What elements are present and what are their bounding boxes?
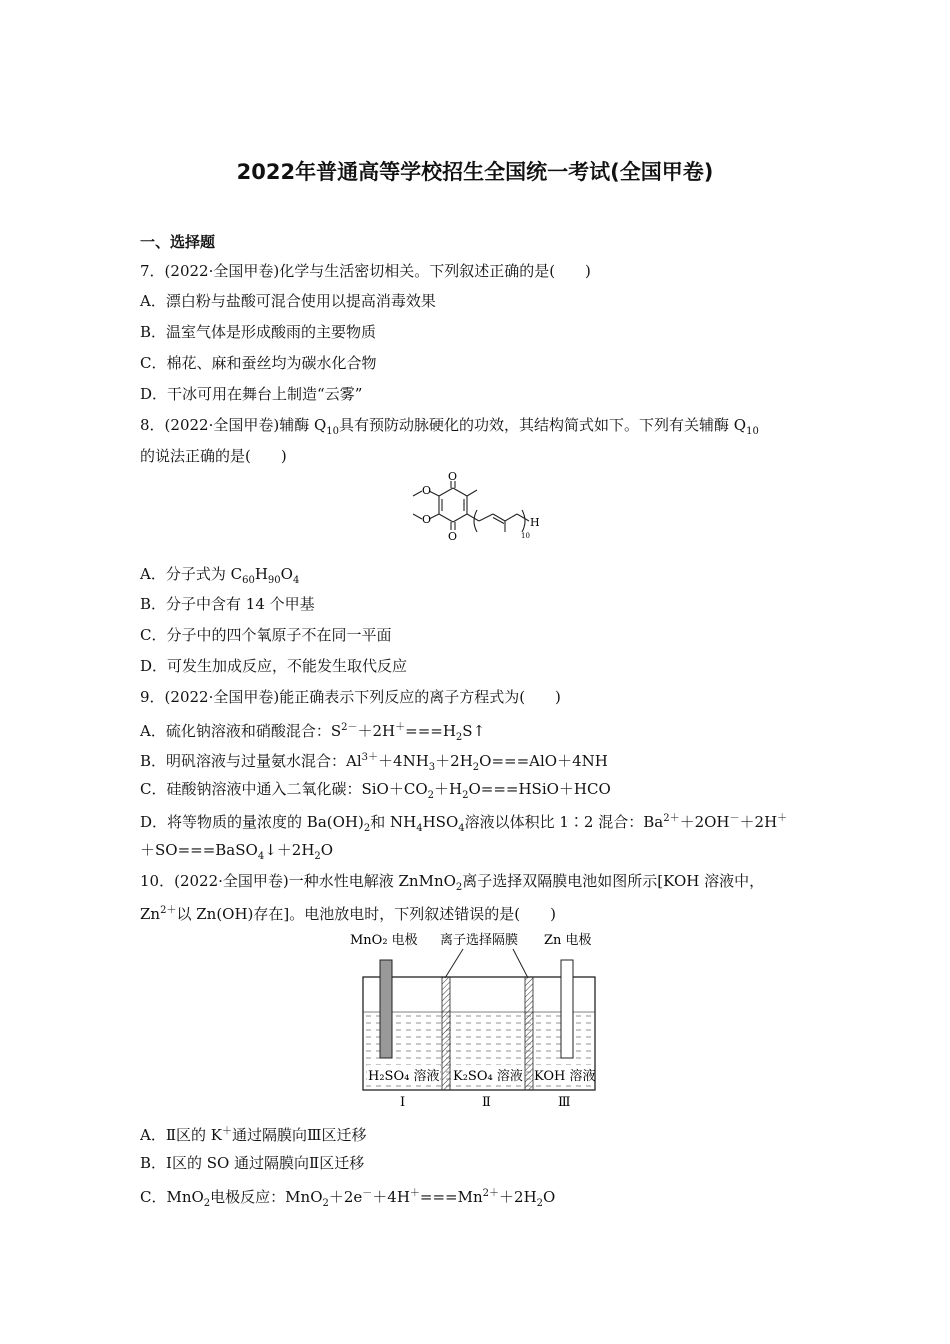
terminal-hydrogen: H xyxy=(530,516,540,529)
label-ion-membrane: 离子选择隔膜 xyxy=(440,933,519,948)
q9-stem: 9．(2022·全国甲卷)能正确表示下列反应的离子方程式为( ) xyxy=(140,688,561,706)
page-title: 2022年普通高等学校招生全国统一考试(全国甲卷) xyxy=(236,160,714,184)
q10-stem: 10．(2022·全国甲卷)一种水性电解液 ZnMnO$_2$离子选择双隔膜电池如图所示[KOH 溶液中， xyxy=(140,872,765,893)
section-heading: 一、选择题 xyxy=(140,233,216,251)
coenzyme-q10-structure xyxy=(405,470,555,556)
label-k2so4-solution: K₂SO₄ 溶液 xyxy=(453,1069,523,1084)
q8-stem-line2: 的说法正确的是( ) xyxy=(140,447,287,465)
q10-option-b: B．Ⅰ区的 SO 通过隔膜向Ⅱ区迁移 xyxy=(140,1154,365,1172)
label-koh-solution: KOH 溶液 xyxy=(534,1069,596,1084)
methoxy-oxygen-upper: O xyxy=(422,484,432,497)
region-3-label: Ⅲ xyxy=(558,1095,571,1110)
q10-option-c: C．MnO$_2$电极反应：$MnO_2+2e^-+4H^+===Mn^{2+}+2H_2O$ xyxy=(140,1188,556,1209)
q7-option-c: C．棉花、麻和蚕丝均为碳水化合物 xyxy=(140,354,377,372)
q9-option-d: D．将等物质的量浓度的 $Ba(OH)_2$和 $NH_4HSO_4$溶液以体积比 1∶2 混合：$Ba^{2+}+2OH^-+2H^+$ xyxy=(140,813,788,834)
q9-option-a: A．硫化钠溶液和硝酸混合：$S^{2-}+2H^+===H_2S↑$ xyxy=(140,722,486,743)
label-mno2-electrode: MnO₂ 电极 xyxy=(350,933,418,948)
q7-stem: 7．(2022·全国甲卷)化学与生活密切相关。下列叙述正确的是( ) xyxy=(140,262,591,280)
carbonyl-oxygen-bottom: O xyxy=(448,530,458,543)
q9-option-c: C．硅酸钠溶液中通入二氧化碳：$SiO+CO_2+H_2O===HSiO+HCO$ xyxy=(140,780,611,801)
label-h2so4-solution: H₂SO₄ 溶液 xyxy=(368,1069,440,1084)
region-1-label: Ⅰ xyxy=(400,1095,406,1110)
q10-stem-line2: $Zn^{2+}$以 Zn(OH)存在]。电池放电时，下列叙述错误的是( ) xyxy=(140,905,556,923)
q8-option-d: D．可发生加成反应，不能发生取代反应 xyxy=(140,657,408,675)
repeat-count: 10 xyxy=(521,532,530,540)
q7-option-b: B．温室气体是形成酸雨的主要物质 xyxy=(140,323,377,341)
battery-diagram xyxy=(345,928,610,1112)
region-2-label: Ⅱ xyxy=(482,1095,491,1110)
q9-option-b: B．明矾溶液与过量氨水混合：$Al^{3+}+4NH_3+2H_2O===AlO+4NH$ xyxy=(140,752,608,773)
carbonyl-oxygen-top: O xyxy=(448,470,458,483)
q8-option-c: C．分子中的四个氧原子不在同一平面 xyxy=(140,626,392,644)
q8-option-a: A．分子式为 $C_{60}H_{90}O_4$ xyxy=(140,565,300,586)
q8-option-b: B．分子中含有 14 个甲基 xyxy=(140,595,315,613)
q8-stem: 8．(2022·全国甲卷)辅酶 $Q_{10}$具有预防动脉硬化的功效，其结构简式如下。下列有关辅酶 $Q_{10}$ xyxy=(140,416,759,437)
q10-option-a: A．Ⅱ区的 K＋通过隔膜向Ⅲ区迁移 xyxy=(140,1126,367,1144)
label-zn-electrode: Zn 电极 xyxy=(544,933,592,948)
q7-option-d: D．干冰可用在舞台上制造“云雾” xyxy=(140,385,363,403)
methoxy-oxygen-lower: O xyxy=(422,513,432,526)
q9-option-d-line2: $+SO===BaSO_4↓+2H_2O$ xyxy=(140,841,334,862)
q7-option-a: A．漂白粉与盐酸可混合使用以提高消毒效果 xyxy=(140,292,436,310)
